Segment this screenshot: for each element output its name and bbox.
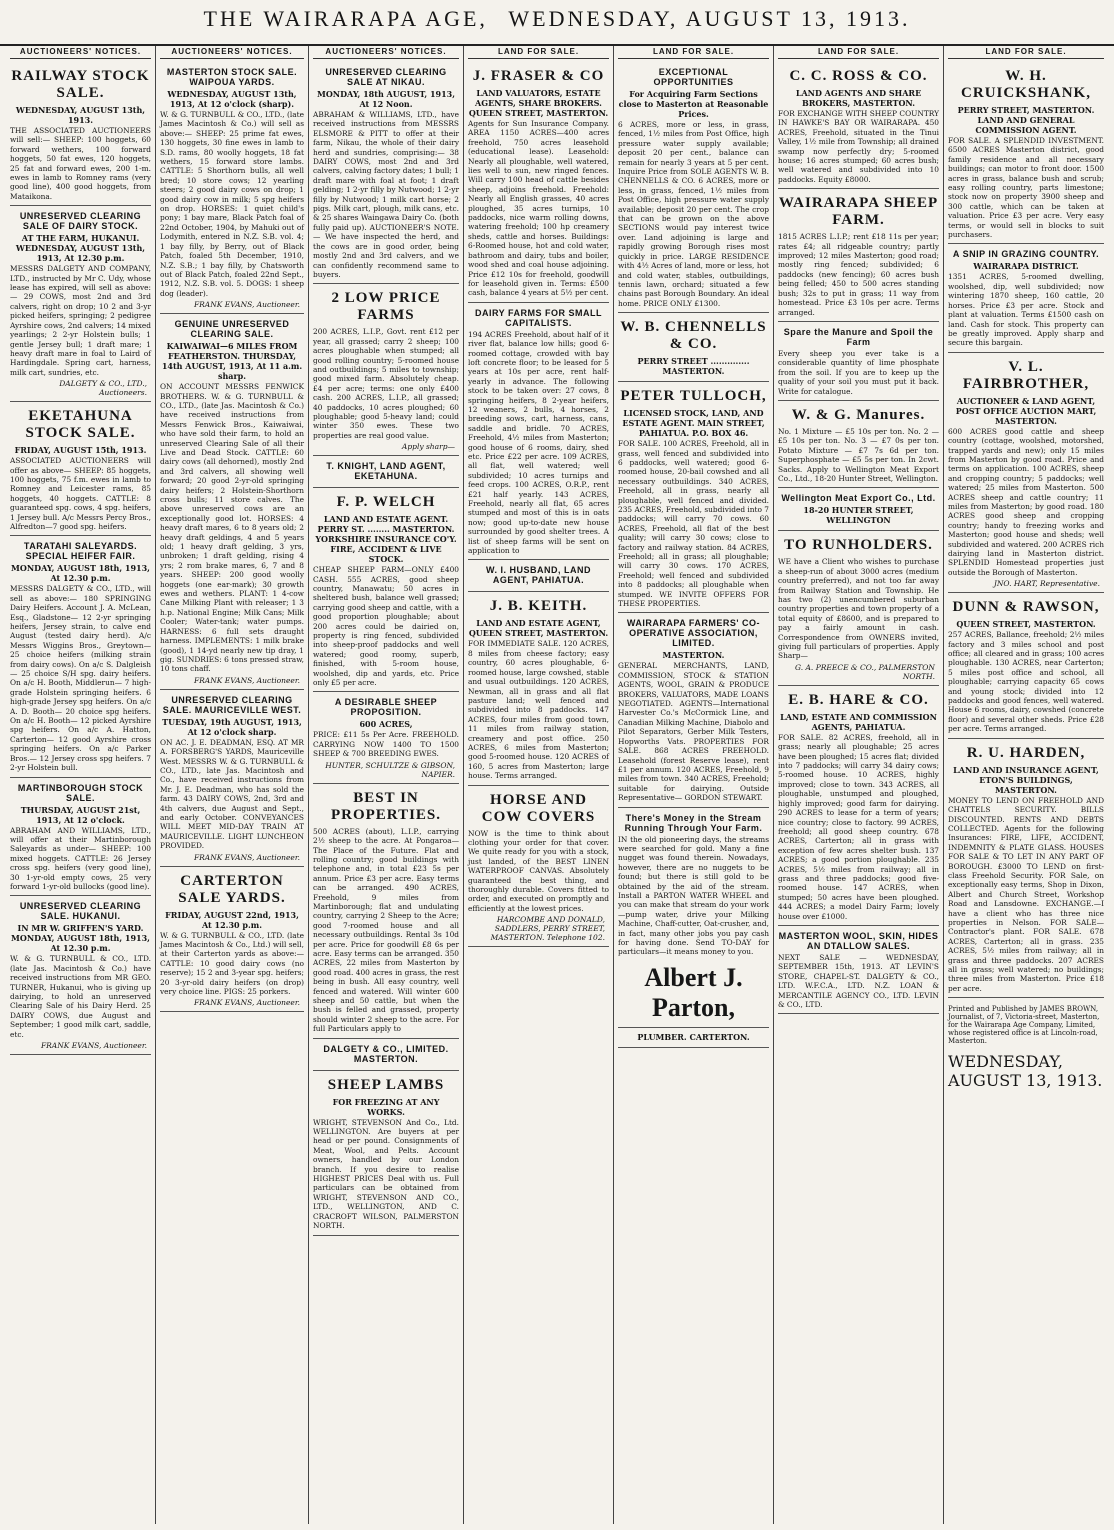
ad-subtitle: LAND AGENTS AND SHARE BROKERS, MASTERTON. [795, 88, 922, 108]
advertisement [10, 206, 151, 402]
ad-title: EKETAHUNA STOCK SALE. [25, 408, 136, 442]
advertisement [468, 303, 609, 561]
ad-subtitle: AT THE FARM, HUKANUI. WEDNESDAY, AUGUST 13th, 1913, At 12.30 p.m. [15, 233, 146, 264]
advertisement [10, 402, 151, 536]
ad-title: J. B. KEITH. [489, 598, 588, 615]
ad-body: ABRAHAM & WILLIAMS, LTD., have received instructions from MESSRS ELSMORE & PITT to offer at their farm, Nikau, the whole of their dairy herd and sundries, comprising:— 38 DAIRY COWS, most 2nd and 3rd calvers, calving factory dates; 1 bull; 1 draft mare with foal at foot; 1 draft gelding; 1 2-yr filly by Nutwood; 1 2-yr filly by Nutwood; 1 milk cart horse; 2 pigs. Milk cart, plough, milk cans, etc. & 25 shares Waingawa Dairy Co. (both fully paid up). AUCTIONEER'S NOTE.— We have inspected the herd, and the cows are in good order, being mostly 2nd and 3rd calvers, and we can confidently recommend same to buyers. [313, 110, 459, 279]
ad-body: No. 1 Mixture — £5 10s per ton. No. 2 — £5 10s per ton. No. 3 — £7 0s per ton. Potato Mixture — £7 7s 6d per ton. Superphosphate — £5 5s per ton. In 2cwt. Sacks. Apply to Wellington Meat Export Co., Ltd., 18-20 Hunter Street, Wellington. [778, 426, 939, 483]
ad-subtitle: MONDAY, 18th AUGUST, 1913, At 12 Noon. [316, 89, 456, 109]
ad-title: F. P. WELCH [336, 494, 436, 511]
ad-subtitle: TUESDAY, 19th AUGUST, 1913, At 12 o'clock sharp. [162, 716, 302, 737]
ad-body: WRIGHT, STEVENSON And Co., Ltd. WELLINGTON. Are buyers at per head or per pound. Consignments of Meat, Wool, and Pelts. Account owners, handled by our London branch. If you desire to realise HIGHEST PRICES Deal with us. Full particulars can be obtained from WRIGHT, STEVENSON AND CO., LTD., WELLINGTON, AND C. CRACROFT WILSON, PALMERSTON NORTH. [313, 1117, 459, 1231]
ad-subtitle: LAND AND INSURANCE AGENT, ETON'S BUILDINGS, MASTERTON. [953, 764, 1099, 795]
ad-body: 6 ACRES, more or less, in grass, fenced, 1½ miles from Post Office, high pressure water supply available; deposit 20 per cent., balance can remain for nearly 3 years at 5 per cent. Inquire Price from SOLE AGENTS W. B. CHENNELLS & CO. 6 ACRES, more or less, in grass, fenced, 1½ miles from Post Office, high pressure water supply available; deposit 20 per cent. The crop that can be grown on the above SECTIONS would pay interest twice over. Land adjoining is large and rapidly growing Borough rises most quickly in price. LARGE RESIDENCE with 4½ Acres of land, more or less, hot and cold water, stables, outbuildings, tennis lawn, orchard; situated a few chains past Borough Boundary. An ideal home. PRICE ONLY £1300. [618, 120, 769, 308]
ad-subtitle: MONDAY, AUGUST 18th, 1913, At 12.30 p.m. [11, 563, 150, 584]
ad-title: RAILWAY STOCK SALE. [11, 68, 150, 101]
ad-subtitle: LAND, ESTATE AND COMMISSION AGENTS, PAHIATUA. [780, 711, 937, 732]
advertisement [778, 189, 939, 322]
ad-signature: DALGETY & CO., LTD., Auctioneers. [59, 379, 147, 398]
ad-title: W. I. HUSBAND, LAND AGENT, PAHIATUA. [486, 565, 591, 586]
ad-title: EXCEPTIONAL OPPORTUNITIES [653, 67, 734, 87]
ad-subtitle: FRIDAY, AUGUST 15th, 1913. [14, 445, 147, 456]
ad-body: 1351 ACRES, 5-roomed dwelling, woolshed, dip, well subdivided; now wintering 1870 sheep, 160 cattle, 20 horses. Price £3 per acre. Stock and plant at valuation. Terms £1500 cash on land. Cash for stock. This property can be greatly improved. Apply sharp and secure this bargain. [948, 272, 1104, 348]
ad-subtitle: FRIDAY, AUGUST 22nd, 1913, At 12.30 p.m. [165, 909, 299, 930]
advertisement [618, 62, 769, 313]
advertisement [618, 382, 769, 613]
advertisement [10, 778, 151, 897]
ad-subtitle: PERRY STREET, MASTERTON. LAND AND GENERAL COMMISSION AGENT. [957, 105, 1095, 135]
advertisement [313, 692, 459, 783]
advertisement [160, 62, 304, 314]
advertisement [778, 531, 939, 685]
ad-body: 500 ACRES (about), L.I.P., carrying 2½ sheep to the acre. At Pongaroa—The Place of the Future. Flat and rolling country; good buildings with telephone and, in total £23 5s per annum. Price £3 per acre. Easy terms can be arranged. 490 ACRES, Freehold, 9 miles from Martinborough; flat and undulating country, carrying 2 Sheep to the Acre; good 7-roomed house and all necessary outbuildings. Rental 3s 10d per acre. Price for goodwill £8 6s per acre. Easy terms can be arranged. 350 ACRES, 22 miles from Masterton by good road. 400 acres in grass, the rest being in bush. All easy country, well fenced and watered. Will winter 600 sheep and 50 cattle, but when the bush is felled and grassed, property should winter 2 sheep to the acre. For full Particulars apply to [313, 826, 459, 1034]
advertisement [313, 456, 459, 488]
ad-title: TO RUNHOLDERS. [784, 537, 933, 554]
ad-body: NOW is the time to think about clothing your order for that cover. We quite ready for you with a stock, just landed, of the BEST LINEN WATERPROOF CANVAS. Absolutely guaranteed the best thing, and thoroughly durable. Covers fitted to order, and executed on promptly and efficiently at the lowest prices. [468, 828, 609, 913]
ad-signature: HARCOMBE AND DONALD, SADDLERS, PERRY STREET, MASTERTON. Telephone 102. [490, 915, 605, 943]
column-heading: LAND FOR SALE. [468, 46, 609, 59]
advertisement [313, 62, 459, 284]
advertisement [313, 1071, 459, 1236]
ad-title: MARTINBOROUGH STOCK SALE. [17, 782, 144, 803]
ad-title: MASTERTON STOCK SALE. WAIPOUA YARDS. [166, 67, 298, 87]
advertisement [778, 488, 939, 531]
imprint-footer: Printed and Published by JAMES BROWN, Journalist, of 7, Victoria-street, Masterton, for the Wairarapa Age Company, Limited, whose registered office is at Lincoln-road, Masterton. [948, 1005, 1100, 1046]
ad-title: W. B. CHENNELLS & CO. [620, 319, 767, 353]
advertisement [468, 786, 609, 948]
column-heading: LAND FOR SALE. [778, 46, 939, 59]
ad-title: 2 LOW PRICE FARMS [331, 290, 441, 324]
advertisement [313, 284, 459, 456]
ad-signature: FRANK EVANS, Auctioneer. [193, 300, 300, 310]
ad-body: ON ACCOUNT MESSRS FENWICK BROTHERS. W. & G. TURNBULL & CO., LTD., (late Jas. Macintosh & Co.) have received instructions from Messrs Fenwick Bros., Kaiwaiwai, who have sold their farm, to hold an unreserved Clearing Sale of all their Live and Dead Stock. CATTLE: 60 dairy cows (all dehorned), mostly 2nd and 3rd calvers, all showing well forward; 20 good 2-yr-old springing dairy heifers; 2 Holstein-Shorthorn cross bulls; 11 store calves. The above unreserved cows are an exceptionally good lot. HORSES: 4 heavy draft mares, 6 to 8 years old; 2 heavy draft geldings, 4 and 5 years old; 1 heavy draft gelding, 3 yrs, unbroken; 1 draft gelding, rising 4 yrs; 2 rom brake mares, 6, 7 and 8 years. SHEEP: 200 good woolly hoggets (one ear-mark); 30 growth ewes and wethers. PLANT: 1 4-cow Cane Milking Plant with releaser; 1 3 h.p. National Engine; Milk Cans; Milk Cooler; Water-tank; water pumps. HARNESS: 6 full sets draught harness. IMPLEMENTS: 1 milk brake (good), 1 14-yd nearly new tip dray, 1 gig. SUNDRIES: 6 tons pressed straw, 10 tons chaff. [160, 382, 304, 674]
ad-body: Every sheep you ever take is a considerable quantity of lime phosphate from the soil. If you are to keep up the quality of your soil you must put it back. Write for catalogue. [778, 348, 939, 396]
ad-title: PETER TULLOCH, [620, 388, 767, 405]
advertisement [778, 926, 939, 1014]
advertisement [778, 686, 939, 926]
ad-subtitle: QUEEN STREET, MASTERTON. [956, 619, 1096, 630]
ad-title: WAIRARAPA FARMERS' CO-OPERATIVE ASSOCIATION, LIMITED. [626, 618, 761, 649]
ad-body: PRICE: £11 5s Per Acre. FREEHOLD. CARRYING NOW 1400 TO 1500 SHEEP & 700 BREEDING EWES. [313, 730, 459, 759]
ad-subtitle: 18-20 HUNTER STREET, WELLINGTON [803, 505, 914, 526]
column-heading: AUCTIONEERS' NOTICES. [313, 46, 459, 59]
ad-title: Wellington Meat Export Co., Ltd. [781, 493, 936, 504]
advertisement [618, 808, 769, 1028]
advertisement [160, 867, 304, 1013]
advertisement [10, 536, 151, 777]
ad-title: V. L. FAIRBROTHER, [962, 358, 1090, 392]
ad-subtitle: LICENSED STOCK, LAND, AND ESTATE AGENT. MAIN STREET, PAHIATUA. P.O. BOX 46. [622, 408, 765, 439]
masthead-title [0, 6, 1114, 32]
ad-title: BEST IN PROPERTIES. [330, 789, 442, 823]
ad-title: E. B. HARE & CO. [788, 691, 929, 708]
ad-body: W. & G. TURNBULL & CO., LTD. (late James Macintosh & Co., Ltd.) will sell, at their Carterton yards as above:— CATTLE: 10 good dairy cows (no reserve); 15 2 and 3-year spg. heifers; 20 3-yr-old dairy heifers (on drop) very choice line. PIGS: 25 porkers. [160, 930, 304, 997]
ad-body: 257 ACRES, Ballance, freehold; 2½ miles factory and 3 miles school and post office; all cleared and in grass; 100 acres ploughable. 130 ACRES, near Carterton; 5 miles post office and school, all ploughable; carrying capacity 65 cows and young stock; divided into 12 paddocks and good fences, well watered. House 6 rooms, dairy, cowshed (concrete floor) and several other sheds. Price £28 per acre. Terms arranged. [948, 630, 1104, 734]
ad-subtitle: PERRY STREET .............. MASTERTON. [637, 356, 750, 377]
ad-body: W. & G. TURNBULL & CO., LTD. (late Jas. Macintosh & Co.) have received instructions from MR GEO. TURNER, Hukanui, who is giving up dairying, to hold an unreserved Clearing Sale of his Dairy Herd. 25 DAIRY COWS, due August and September; 1 good milk cart, saddle, etc. [10, 954, 151, 1039]
ad-subtitle: 600 ACRES, [359, 719, 413, 730]
ad-body: THE ASSOCIATED AUCTIONEERS will sell:— SHEEP: 100 hoggets, 60 forward wethers, 100 forward hoggets, 50 fat ewes, 120 hoggets, 25 fat and forward ewes, 200 1-m. ewes in lamb to Romney rams (very good line), 400 good hoggets, from Mataikona. [10, 126, 151, 201]
ad-title: SHEEP LAMBS [327, 1076, 445, 1093]
ad-title: DUNN & RAWSON, [952, 599, 1100, 616]
ad-title: CARTERTON SALE YARDS. [178, 872, 286, 906]
ad-signature: Apply sharp— [401, 442, 455, 452]
column-3 [309, 46, 464, 1524]
advertisement [618, 1028, 769, 1048]
column-2 [156, 46, 309, 1524]
column-5 [614, 46, 774, 1524]
masthead-title-left: THE WAIRARAPA AGE, [203, 6, 488, 31]
ad-subtitle: LAND AND ESTATE AGENT, QUEEN STREET, MASTERTON. [468, 618, 609, 639]
ad-subtitle: MASTERTON. [662, 650, 725, 661]
ad-body: WE have a Client who wishes to purchase a sheep-run of about 3000 acres (medium country preferred), and not too far away from Railway Station and Township. He has two (2) unencumbered suburban country properties and town property of a total equity of £8600, and is prepared to pay a fairly amount in cash. Correspondence from OWNERS invited, giving full particulars of properties. Apply Sharp— [778, 557, 939, 661]
ad-title: WAIRARAPA SHEEP FARM. [778, 195, 939, 229]
column-heading: AUCTIONEERS' NOTICES. [160, 46, 304, 59]
ad-title: C. C. ROSS & CO. [789, 68, 928, 84]
ad-title: W. & G. Manures. [791, 406, 926, 423]
ad-body: ON AC. J. E. DEADMAN, ESQ. AT MR A. FORSBERG'S YARDS, Mauriceville West. MESSRS W. & G. TURNBULL & CO., LTD., late Jas. Macintosh and Co., have received instructions from Mr. J. E. Deadman, who has sold the farm. 43 DAIRY COWS, 2nd, 3rd and 4th calvers, due August and Sept., and early October. CONVEYANCES WILL MEET MID-DAY TRAIN AT MAURICEVILLE. LIGHT LUNCHEON PROVIDED. [160, 737, 304, 851]
ad-body: 600 ACRES good cattle and sheep country (cottage, woolshed, motorshed, trapped yards and new); only 15 miles from Masterton by good road. Price and terms on application. 100 ACRES, sheep and cropping country; 5 paddocks; well watered; 25 miles from Masterton. 500 ACRES sheep and cattle country; 11 miles from Masterton; by good road. 180 ACRES good sheep and cropping country; handy to freezing works and Masterton; good house and sheds; well subdivided and watered. 200 ACRES rich dairying land in Masterton district. SPLENDID Homestead properties just outside the Borough of Masterton. [948, 426, 1104, 577]
column-4 [464, 46, 614, 1524]
column-heading: AUCTIONEERS' NOTICES. [10, 46, 151, 59]
ad-body: ASSOCIATED AUCTIONEERS will offer as above— SHEEP: 85 hoggets, 100 hoggets, 75 f.m. ewes in lamb to Romney and Leicester rams, 85 hoggets, 40 hoggets. CATTLE: 8 guaranteed spg. cows, 4 spg. heifers, 1 Jersey bull. A/c Messrs Percy Bros., Alfredton—7 good spg. heifers. [10, 456, 151, 531]
ad-subtitle: WEDNESDAY, AUGUST 13th, 1913. [15, 105, 146, 125]
ad-title: GENUINE UNRESERVED CLEARING SALE. [174, 319, 290, 340]
ad-subtitle: FOR FREEZING AT ANY WORKS. [332, 1096, 440, 1117]
ad-subtitle: IN MR W. GRIFFEN'S YARD. MONDAY, AUGUST 18th, 1913, At 12.30 p.m. [11, 923, 150, 954]
ad-signature: FRANK EVANS, Auctioneer. [40, 1041, 147, 1050]
ad-title: TARATAHI SALEYARDS. SPECIAL HEIFER FAIR. [23, 541, 138, 562]
advertisement [160, 314, 304, 690]
advertisement [778, 401, 939, 488]
ad-title: T. KNIGHT, LAND AGENT, EKETAHUNA. [326, 461, 446, 482]
ad-subtitle: AUCTIONEER & LAND AGENT, POST OFFICE AUCTION MART, MASTERTON. [955, 395, 1097, 426]
ad-subtitle: WAIRARAPA DISTRICT. [973, 261, 1079, 272]
ad-subtitle: THURSDAY, AUGUST 21st, 1913, At 12 o'clock. [20, 804, 141, 825]
advertisement [948, 244, 1104, 352]
column-6 [774, 46, 944, 1524]
advertisement [468, 592, 609, 785]
advertisement [313, 784, 459, 1039]
ad-signature: Albert J. Parton, [644, 962, 743, 1022]
ad-subtitle: WEDNESDAY, AUGUST 13th, 1913, At 12 o'clock (sharp). [167, 89, 297, 109]
column-7 [944, 46, 1108, 1524]
ad-body: FOR SALE. A SPLENDID INVESTMENT. 6500 ACRES Masterton district, good family residence and all necessary buildings; can motor to front door. 1500 acres in grass, balance bush and scrub; easy rolling country, parts limestone; stock now on property 3900 sheep and 300 cattle, which can be taken at valuation. Price £3 per acre. Very easy terms, or would sell in blocks to suit purchasers. [948, 136, 1104, 240]
masthead [0, 0, 1114, 46]
advertisement [948, 62, 1104, 244]
ad-body: NEXT SALE — WEDNESDAY, SEPTEMBER 15th, 1913. AT LEVIN'S STORE, CHAPEL-ST. DALGETY & CO., LTD. W.F.C.A., LTD. N.Z. LOAN & MERCANTILE AGENCY CO., LTD. LEVIN & CO., LTD. [778, 952, 939, 1009]
advertisement [778, 62, 939, 189]
ad-body: MESSRS DALGETY AND COMPANY, LTD., instructed by Mr C. Udy, whose lease has expired, will sell as above:— 29 COWS, most 2nd and 3rd calvers, right on drop; 10 2 and 3-yr picked heifers, springing; 2 pedigree Ayrshire cows, 2nd calvers; 14 mixed yearlings; 2 2-yr Holstein bulls; 1 gentle Jersey bull; 1 draft mare; 1 heavy draft mare in foal to Laird of Hardingdale. Spring cart, harness, milk cart, sundries, etc. [10, 264, 151, 377]
ad-signature: FRANK EVANS, Auctioneer. [193, 675, 300, 685]
advertisement [10, 62, 151, 206]
ad-body: FOR IMMEDIATE SALE. 120 ACRES, 8 miles from cheese factory; easy country, 60 acres ploughable, 6-roomed house, large cowshed, stable and usual outbuildings. 120 ACRES, Newman, all in grass and all flat pasture land; well fenced and subdivided into 8 paddocks. 147 ACRES, four miles from good town, 11 miles from railway station, creamery and post office. 250 ACRES, 6 miles from Masterton; good 5-roomed house. 120 ACRES of 160, 5 acres from Masterton; large house. Terms arranged. [468, 639, 609, 781]
advertisement [618, 313, 769, 382]
ad-title: MASTERTON WOOL, SKIN, HIDES AN DTALLOW SALES. [778, 930, 939, 951]
ad-subtitle: LAND AND ESTATE AGENT. PERRY ST. ........ MASTERTON. YORKSHIRE INSURANCE CO'Y. FIRE, ACCIDENT & LIVE STOCK. [315, 514, 457, 565]
ad-title: DALGETY & CO., LIMITED. MASTERTON. [323, 1043, 449, 1064]
ad-body: IN the old pioneering days, the streams were searched for gold. Many a fine nugget was found therein. Nowadays, however, there are no nuggets to be found; but there is still gold to be obtained by the aid of the stream. Install a PARTON WATER WHEEL and you can make that stream do your work—pump water, drive your Milking Machine, Chaff-cutter, Oat-crusher, and, in fact, many other jobs you pay cash for having done. Send TO-DAY for particulars—it means money to you. [618, 834, 769, 957]
advertisement [618, 613, 769, 807]
ad-body: GENERAL MERCHANTS, LAND, COMMISSION, STOCK & STATION AGENTS, WOOL, GRAIN & PRODUCE BROKERS, VALUATORS, MADE LOANS NEGOTIATED. AGENTS—International Harvester Co.'s McCormick Line, and Canadian Milking Machine, Diabolo and Pilot Separators, Gerber Milk Testers, Hopworths Vats. PROPERTIES FOR SALE. 868 ACRES FREEHOLD. Leasehold (forest Reserve lease), rent £1 per annum. 120 ACRES, Freehold, 9 miles from town. 340 ACRES, Freehold; suitable for dairying. Outside Representative— GORDON STEWART. [618, 661, 769, 803]
ad-body: FOR EXCHANGE WITH SHEEP COUNTRY IN HAWKE'S BAY OR WAIRARAPA. 450 ACRES, Freehold, situated in the Tinui Valley, 1½ mile from Township; all drained swamp now perfectly dry; 5-roomed house; 16 acres stumped; 60 acres bush; well watered and subdivided into 10 paddocks. Equity £8000. [778, 109, 939, 184]
ad-subtitle: LAND VALUATORS, ESTATE AGENTS, SHARE BROKERS. QUEEN STREET, MASTERTON. [468, 88, 609, 118]
ad-body: 194 ACRES Freehold, about half of it river flat, balance low hills; good 6-roomed cottage, crowded with bay loft concrete floor; to be leased for 5 years at 10s per acre, rent half-yearly in advance. The following stock to be taken over: 27 cows, 8 springing heifers, 8 2-year heifers, 12 weaners, 2 bulls, 4 horses, 2 breeding sows, cart, harness, cans, saddle and bridle. 70 ACRES, Freehold, 4½ miles from Masterton; good house of 6 rooms, dairy, shed etc. Price £22 per acre. 109 ACRES, all flat, well watered; well subdivided; 10 acres turnips and feed crops. 100 ACRES, O.R.P., rent £21 half yearly. 143 ACRES, Freehold, nearly all flat, 65 acres stumped and most of this is in oats now; good up-to-date new house surrounded by good shelter trees. A list of sheep farms will be sent on application to [468, 329, 609, 556]
advertisement [468, 560, 609, 592]
ad-signature: G. A. PREECE & CO., PALMERSTON NORTH. [795, 662, 935, 681]
advertisement [10, 896, 151, 1055]
ad-title: W. H. CRUICKSHANK, [961, 68, 1091, 101]
ad-title: There's Money in the Stream Running Through Your Farm. [624, 812, 763, 833]
ad-title: Spare the Manure and Spoil the Farm [783, 326, 934, 347]
ad-body: FOR SALE. 82 ACRES, freehold, all in grass; nearly all ploughable; 25 acres have been ploughed; 15 acres flat; divided into 7 paddocks; will carry 34 dairy cows; 5-roomed house. 10 ACRES, highly improved; close to town. 343 ACRES, all ploughable, unstumped and ploughed, highly improved; good farm for dairying. 290 ACRES to lease for a term of years; nice country; close to factory. 99 ACRES, freehold; all good sheep country. 678 ACRES, Carterton; all in grass with exception of few acres shelter bush. 137 ACRES; a good portion ploughable. 235 ACRES, 5½ miles from railway; all in grass and three paddocks; good five-roomed house. 147 ACRES, when stumped; 50 acres have been ploughed. 444 ACRES; a model Dairy Farm; lovely house over £1000. [778, 732, 939, 921]
column-1 [6, 46, 156, 1524]
imprint-date: WEDNESDAY, AUGUST 13, 1913. [948, 1052, 1103, 1091]
advertisement [468, 62, 609, 303]
ad-title: UNRESERVED CLEARING SALE. HUKANUI. [19, 901, 142, 922]
advertisement [778, 322, 939, 401]
ad-title: R. U. HARDEN, [966, 744, 1086, 761]
ad-signature: HUNTER, SCHULTZE & GIBSON, NAPIER. [325, 760, 455, 779]
ad-body: ABRAHAM AND WILLIAMS, LTD., will offer at their Martinborough Saleyards as under— SHEEP: 100 mixed hoggets. CATTLE: 26 Jersey cross spg. heifers (very good line), 30 1-yr-old empty cows, 25 very forward 1-yr-old bullocks (good line). [10, 825, 151, 891]
advertisement [948, 353, 1104, 594]
advertisement [313, 488, 459, 692]
ad-body: W. & G. TURNBULL & CO., LTD., (late James Macintosh & Co.) will sell as above:— SHEEP: 25 prime fat ewes, 130 hoggets, 30 fine ewes in lamb to S.D. rams, 80 woolly hoggets, 18 fat wethers, 15 forward store lambs. CATTLE: 5 Shorthorn bulls, all well bred; 10 store cows; 12 yearling steers; 2 good dairy cows on drop; 1 good dairy cow in milk; 5 spg heifers on drop. HORSES: 1 quiet child's pony; 1 bay mare, Black Patch foal of 22nd October, 1904, by Mahuki out of Lodymith, entered in N.Z. S.B. vol. 4; 1 bay filly, by Berry, out of Black Patch, foaled 5th December, 1910, N.Z. S.B.; 1 bay filly, by Chatsworth out of Black Patch, foaled 22nd Sept., 1912, N.Z. S.B. vol. 5. DOGS: 1 sheep dog (leader). [160, 110, 304, 298]
ad-subtitle: For Acquiring Farm Sections close to Masterton at Reasonable Prices. [618, 89, 769, 119]
ad-body: MESSRS DALGETY & CO., LTD., will sell as above:— 180 SPRINGING Dairy Heifers. Account J. A. McLean, Esq., Gladstone— 12 2-yr springing heifers, Jersey strain, to calve end August (tested dairy herd). A/c Messrs Wiggins Bros., Greytown— 25 choice heifers (milking strain from dairy cows). On a/c S. Dalgleish— 25 choice S/H spg. dairy heifers. On a/c H. Booth, Middlerun— 7 high-grade Holstein springing heifers. 6 high-grade Jersey spg heifers. On a/c A. D. Booth— 20 choice spg heifers. On a/c H. Booth— 12 picked Ayrshire spg heifers. On a/c A. Hatton, Carterton— 12 good Ayrshire cross springing heifers. On a/c Parker Bros.— 12 Jersey cross spg heifers. 7 2-yr Holstein bull. [10, 584, 151, 773]
advertisement [313, 1039, 459, 1071]
ad-body: 200 ACRES, L.I.P., Govt. rent £12 per year, all grassed; carry 2 sheep; 100 acres ploughable when stumped; all good rolling country; 5-roomed house and outbuildings; 5 miles to township; good mixed farm. Absolutely cheap. £4 per acre; terms: one only £400 cash. 200 ACRES, L.I.P., all grassed; 40 paddocks, 10 acres ploughed; 60 ploughable; good 5-heavy land; could winter 350 ewes. These two properties are real good value. [313, 327, 459, 440]
advertisement [948, 593, 1104, 738]
ad-signature: FRANK EVANS, Auctioneer. [193, 852, 300, 862]
ad-subtitle: KAIWAIWAI—6 MILES FROM FEATHERSTON. THURSDAY, 14th AUGUST, 1913, At 11 a.m. sharp. [161, 341, 303, 382]
ad-subtitle: PLUMBER. CARTERTON. [637, 1031, 750, 1042]
ad-title: A SNIP IN GRAZING COUNTRY. [952, 249, 1100, 260]
ad-title: UNRESERVED CLEARING SALE. MAURICEVILLE WEST. [162, 694, 302, 715]
ad-signature: JNO. HART, Representative. [993, 579, 1100, 589]
ad-signature: FRANK EVANS, Auctioneer. [193, 998, 300, 1008]
column-heading: LAND FOR SALE. [618, 46, 769, 59]
advertisement [160, 690, 304, 867]
ad-title: J. FRASER & CO [472, 68, 605, 84]
ad-title: UNRESERVED CLEARING SALE AT NIKAU. [325, 67, 447, 87]
page-columns [6, 46, 1108, 1526]
column-heading: LAND FOR SALE. [948, 46, 1104, 59]
advertisement [948, 739, 1104, 999]
ad-title: A DESIRABLE SHEEP PROPOSITION. [334, 697, 438, 718]
ad-body: Agents for Sun Insurance Company. AREA 1150 ACRES—400 acres freehold, 750 acres leasehold (educational lease). Leasehold: Nearly all ploughable, well watered, lies well to sun, new ringed fences. Will carry 100 head of cattle besides sheep, adjoins freehold. Freehold: Nearly all English grasses, 40 acres ploughed, 35 acres turnips, 10 paddocks, nice warm rolling downs, watering freehold; 100 hp creamery sheds, cattle and horses. Buildings: 6-Roomed house, hot and cold water, bathroom and dairy, tubs and boiler, wood shed and coal house adjoining. Price £12 10s for freehold, goodwill for leasehold given in. Terms: £500 cash, balance 4 years at 5½ per cent. [468, 119, 609, 298]
ad-title: DAIRY FARMS FOR SMALL CAPITALISTS. [475, 307, 602, 328]
masthead-title-right: WEDNESDAY, AUGUST 13, 1913. [508, 6, 911, 31]
ad-body: MONEY TO LEND ON FREEHOLD AND CHATTELS SECURITY. BILLS DISCOUNTED. RENTS AND DEBTS COLLECTED. Agents for the following Insurances: FIRE, LIFE, ACCIDENT, INDEMNITY & PLATE GLASS. HOUSES FOR SALE & TO LET IN ANY PART OF BOROUGH. £3000 TO LEND on first-class Freehold Security. FOR Sale, on exceptionally easy terms, Shop in Dixon, Albert and Church Street, Workshop Road and Lansdowne. EXCHANGE.—I have a client who has three nice properties in Nelson. FOR SALE—Contractor's plant. FOR SALE. 678 ACRES, Carterton; all in grass. 235 ACRES, 5½ miles from railway; all in grass and three paddocks. 207 ACRES all in grass; well watered; no buildings; three miles from Masterton. Price £18 per acre. [948, 795, 1104, 993]
ad-title: UNRESERVED CLEARING SALE OF DAIRY STOCK. [19, 211, 142, 232]
ad-body: CHEAP SHEEP FARM—ONLY £400 CASH. 555 ACRES, good sheep country, Manawatu; 50 acres in sheltered bush, balance well grassed; carrying good sheep and cattle, with a good proportion ploughable; about 200 acres could be dairied on, property is ring fenced, subdivided into sheep-proof paddocks and well watered; good roomy, superb, finished, with 5-room house, woolshed, dip and yards, etc. Price only £5 per acre. [313, 565, 459, 688]
ad-body: FOR SALE. 100 ACRES, Freehold, all in grass, well fenced and subdivided into 6 paddocks, well watered; good 6-roomed house, 20-bail cowshed and all necessary outbuildings. 340 ACRES, Freehold, all in grass, nearly all ploughable, well fenced and divided. 235 ACRES, Freehold, subdivided into 7 paddocks; will carry 70 cows. 60 ACRES, Freehold, all flat of the best quality; will carry 30 cows; close to factory and railway station. 84 ACRES, Freehold; all in grass; all ploughable; will carry 30 cows. 170 ACRES, Freehold; well fenced and subdivided into 8 paddocks; all ploughable when stumped. WE INVITE OFFERS FOR THESE PROPERTIES. [618, 439, 770, 609]
ad-title: HORSE AND COW COVERS [481, 791, 596, 825]
ad-body: 1815 ACRES L.I.P.; rent £18 11s per year; rates £4; all ridgeable country; partly improved; 12 miles Masterton; good road; mostly ring fenced; subdivided; 6 paddocks (new fencing); 60 acres bush being felled; 450 to 500 acres standing bush; 32s to put in grass; 11 way from homestead. Price £3 10s per acre. Terms arranged. [778, 232, 939, 317]
